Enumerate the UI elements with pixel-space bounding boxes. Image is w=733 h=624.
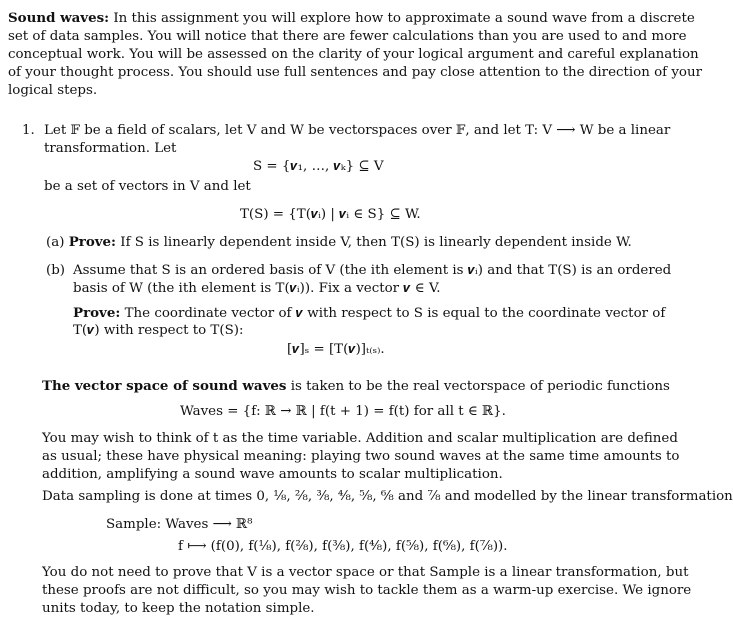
intro-line-1 [8, 9, 695, 28]
final-line-1: You do not need to prove that V is a vector space or that Sample is a linear transformation, but [42, 565, 689, 580]
part-b-prove: Prove: [73, 305, 121, 321]
part-b-line-4: T(𝒗) with respect to T(S): [73, 323, 244, 338]
intro-line-4: of your thought process. You should use full sentences and pay close attention to the direction of your [8, 65, 703, 80]
intro-line-3: conceptual work. You will be assessed on the clarity of your logical argument and careful explanation [8, 47, 699, 62]
part-a-prove: Prove: [68, 234, 117, 250]
intro-heading: Sound waves: [8, 10, 110, 26]
sample-definition: Sample: Waves ⟶ ℝ⁸ [106, 517, 253, 532]
part-a [46, 233, 632, 252]
part-a-text: If S is linearly dependent inside V, then T(S) is linearly dependent inside W. [120, 235, 632, 250]
sound-para-line-1: You may wish to think of t as the time variable. Addition and scalar multiplication are defined [42, 431, 678, 446]
problem1-line-2: transformation. Let [44, 141, 177, 156]
part-b-line-2: basis of W (the ith element is T(𝒗ᵢ)). Fix a vector 𝒗 ∈ V. [73, 281, 441, 296]
intro-line-2: set of data samples. You will notice that there are fewer calculations than you are used to and more [8, 29, 687, 44]
problem1-line-3: be a set of vectors in V and let [44, 179, 251, 194]
problem-number: 1. [22, 123, 35, 138]
final-line-2: these proofs are not difficult, so you may wish to tackle them as a warm-up exercise. We ignore [42, 583, 692, 598]
sound-heading: The vector space of sound waves [42, 378, 287, 394]
part-b-line-3 [73, 304, 665, 323]
sound-para-line-2: as usual; these have physical meaning: playing two sound waves at the same time amounts to [42, 449, 680, 464]
sound-line-1-rest: is taken to be the real vectorspace of periodic functions [290, 379, 670, 394]
part-b-line-1: Assume that S is an ordered basis of V (the ith element is 𝒗ᵢ) and that T(S) is an ordered [73, 263, 672, 278]
part-b-text-3: The coordinate vector of 𝒗 with respect to S is equal to the coordinate vector of [124, 306, 666, 321]
sound-para-line-3: addition, amplifying a sound wave amounts to scalar multiplication. [42, 467, 503, 482]
equation-S: S = {𝒗₁, …, 𝒗ₖ} ⊆ V [253, 159, 384, 174]
sound-line-1 [42, 377, 670, 396]
part-b-label: (b) [46, 263, 66, 278]
equation-waves: Waves = {f: ℝ → ℝ | f(t + 1) = f(t) for all t ∈ ℝ}. [180, 404, 506, 419]
part-b-equation: [𝒗]ₛ = [T(𝒗)]ₜ₍ₛ₎. [287, 342, 385, 357]
problem1-line-1: Let 𝔽 be a field of scalars, let V and W be vectorspaces over 𝔽, and let T: V ⟶ W be a linear [44, 123, 671, 138]
final-line-3: units today, to keep the notation simple. [42, 601, 315, 616]
part-a-label: (a) [46, 235, 65, 250]
intro-text-1: In this assignment you will explore how to approximate a sound wave from a discrete [113, 11, 695, 26]
intro-line-5: logical steps. [8, 83, 98, 98]
equation-TS: T(S) = {T(𝒗ᵢ) | 𝒗ᵢ ∈ S} ⊆ W. [240, 207, 421, 222]
sample-map: f ⟼ (f(0), f(⅛), f(²⁄₈), f(³⁄₈), f(⁴⁄₈), f(⁵⁄₈), f(⁶⁄₈), f(⁷⁄₈)). [178, 539, 508, 554]
sampling-line: Data sampling is done at times 0, ⅛, ²⁄₈, ³⁄₈, ⁴⁄₈, ⁵⁄₈, ⁶⁄₈ and ⁷⁄₈ and modelled by the linear transformation [42, 489, 733, 504]
